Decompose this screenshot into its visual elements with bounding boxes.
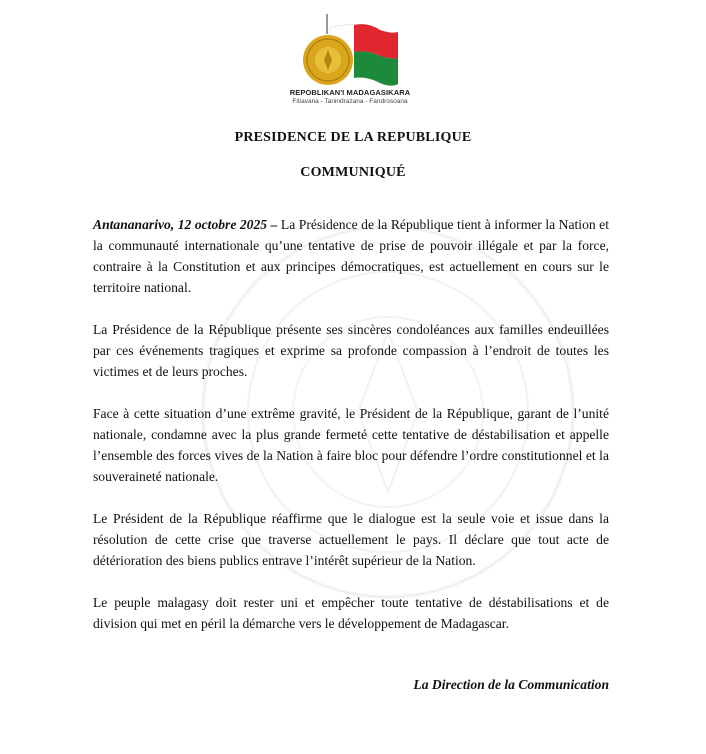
dateline: Antananarivo, 12 octobre 2025 – xyxy=(93,217,278,232)
paragraph-3: Face à cette situation d’une extrême gravité, le Président de la République, garant de l’unité nationale, condamne avec la plus grande fermeté cette tentative de déstabilisation et appelle l’ensemble des forces vives de la Nation à faire bloc pour défendre l’ordre constitutionnel et la souveraineté nationale. xyxy=(93,406,609,484)
republic-emblem xyxy=(280,8,420,108)
coat-of-arms-icon xyxy=(280,8,420,88)
emblem-title: REPOBLIKAN'I MADAGASIKARA xyxy=(289,88,411,97)
emblem-motto: Fitiavana - Tanindrazana - Fandrosoana xyxy=(292,98,408,105)
document-title: PRESIDENCE DE LA REPUBLIQUE xyxy=(234,130,472,145)
document-subtitle: COMMUNIQUÉ xyxy=(300,165,406,180)
paragraph-5: Le peuple malagasy doit rester uni et empêcher toute tentative de déstabilisations et de division qui met en péril la démarche vers le développement de Madagascar. xyxy=(93,595,609,631)
communique-body xyxy=(93,214,609,655)
paragraph-1 xyxy=(93,214,609,298)
paragraph-2: La Présidence de la République présente ses sincères condoléances aux familles endeuillées par ces événements tragiques et exprime sa profonde compassion à l’endroit de toutes les victimes et de leurs proches. xyxy=(93,322,609,379)
paragraph-4: Le Président de la République réaffirme que le dialogue est la seule voie et issue dans la résolution de cette crise que traverse actuellement le pays. Il déclare que tout acte de détérioration des biens publics entrave l’intérêt supérieur de la Nation. xyxy=(93,511,609,568)
signature: La Direction de la Communication xyxy=(413,677,609,692)
paragraph-1-text: La Présidence de la République tient à informer la Nation et la communauté internationale qu’une tentative de prise de pouvoir illégale et par la force, contraire à la Constitution et aux principes démocratiques, est actuellement en cours sur le territoire national. xyxy=(93,217,609,295)
